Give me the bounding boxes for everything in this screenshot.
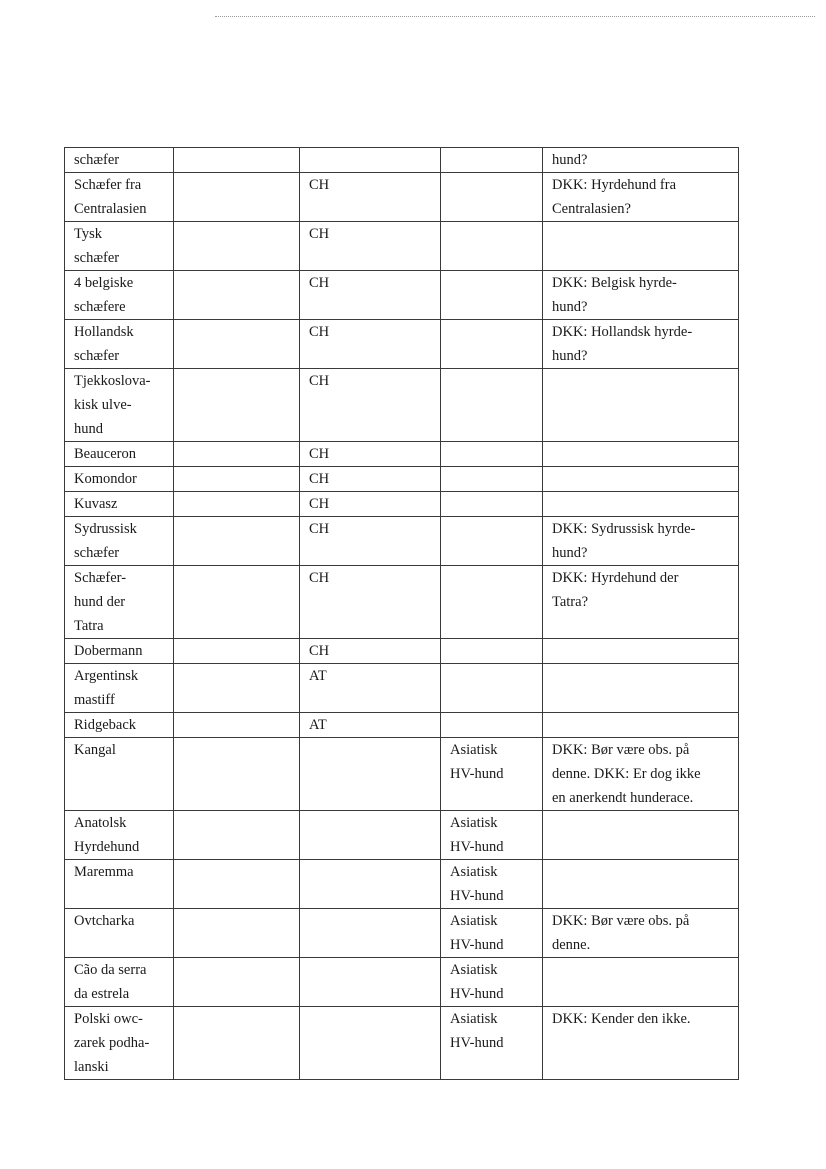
code-cell [300,492,441,517]
cell-2 [174,811,300,860]
breed-cell-text: Tysk schæfer [74,226,120,266]
comment-cell-text: DKK: Hyrdehund der Tatra? [552,570,679,610]
scan-edge-line [215,16,815,17]
code-cell-text: CH [309,177,330,193]
comment-cell [543,713,739,738]
group-cell [441,566,543,639]
group-cell [441,467,543,492]
breed-cell [65,442,174,467]
cell-2 [174,442,300,467]
code-cell [300,738,441,811]
code-cell-text: CH [309,570,330,586]
cell-2 [174,566,300,639]
comment-cell [543,664,739,713]
group-cell [441,664,543,713]
code-cell-text: CH [309,373,330,389]
breed-cell [65,738,174,811]
comment-cell-text: DKK: Hollandsk hyrde- hund? [552,324,693,364]
breed-cell [65,664,174,713]
cell-2 [174,369,300,442]
code-cell [300,713,441,738]
cell-2 [174,860,300,909]
code-cell-text: CH [309,643,330,659]
comment-cell-text: DKK: Sydrussisk hyrde- hund? [552,521,696,561]
table-row [65,492,739,517]
comment-cell [543,320,739,369]
comment-cell [543,909,739,958]
table-row [65,566,739,639]
table-row [65,148,739,173]
table-row [65,639,739,664]
comment-cell [543,222,739,271]
comment-cell [543,860,739,909]
breed-cell [65,467,174,492]
breed-cell-text: Schæfer fra Centralasien [74,177,147,217]
breed-cell-text: Komondor [74,471,137,487]
code-cell-text: CH [309,471,330,487]
code-cell [300,566,441,639]
cell-2 [174,713,300,738]
group-cell [441,271,543,320]
group-cell [441,492,543,517]
table-row [65,467,739,492]
code-cell [300,467,441,492]
group-cell [441,738,543,811]
code-cell-text: CH [309,275,330,291]
code-cell-text: AT [309,717,327,733]
breed-cell-text: Hollandsk schæfer [74,324,134,364]
breed-cell-text: Maremma [74,864,134,880]
cell-2 [174,1007,300,1080]
comment-cell [543,467,739,492]
group-cell [441,639,543,664]
breed-table [64,147,739,1080]
breed-cell-text: Beauceron [74,446,136,462]
code-cell [300,148,441,173]
cell-2 [174,492,300,517]
group-cell-text: Asiatisk HV-hund [450,1011,504,1051]
cell-2 [174,467,300,492]
code-cell-text: CH [309,446,330,462]
cell-2 [174,958,300,1007]
breed-cell [65,271,174,320]
table-row [65,369,739,442]
code-cell [300,1007,441,1080]
code-cell [300,442,441,467]
group-cell [441,860,543,909]
cell-2 [174,738,300,811]
cell-2 [174,271,300,320]
table-row [65,173,739,222]
code-cell [300,271,441,320]
comment-cell [543,639,739,664]
cell-2 [174,148,300,173]
breed-cell [65,1007,174,1080]
breed-cell-text: Anatolsk Hyrdehund [74,815,140,855]
breed-cell-text: Tjekkoslova- kisk ulve- hund [74,373,151,437]
comment-cell [543,958,739,1007]
code-cell-text: CH [309,521,330,537]
cell-2 [174,222,300,271]
group-cell-text: Asiatisk HV-hund [450,742,504,782]
breed-cell [65,860,174,909]
breed-cell-text: Kangal [74,742,116,758]
group-cell [441,713,543,738]
comment-cell [543,738,739,811]
comment-cell [543,517,739,566]
code-cell-text: AT [309,668,327,684]
comment-cell-text: hund? [552,152,588,168]
comment-cell-text: DKK: Belgisk hyrde- hund? [552,275,677,315]
code-cell [300,320,441,369]
cell-2 [174,664,300,713]
table-row [65,517,739,566]
code-cell [300,860,441,909]
table-row [65,320,739,369]
comment-cell [543,148,739,173]
table-row [65,909,739,958]
breed-cell-text: Argentinsk mastiff [74,668,139,708]
group-cell [441,320,543,369]
breed-cell [65,222,174,271]
comment-cell [543,1007,739,1080]
cell-2 [174,517,300,566]
breed-cell [65,320,174,369]
comment-cell [543,369,739,442]
comment-cell-text: DKK: Bør være obs. på denne. DKK: Er dog ikke en anerkendt hunderace. [552,742,701,806]
comment-cell [543,271,739,320]
breed-cell [65,173,174,222]
table-row [65,738,739,811]
group-cell [441,517,543,566]
breed-cell-text: Schæfer- hund der Tatra [74,570,127,634]
code-cell-text: CH [309,324,330,340]
breed-cell-text: Dobermann [74,643,143,659]
table-row [65,860,739,909]
breed-cell [65,492,174,517]
code-cell [300,811,441,860]
breed-cell-text: Polski owc- zarek podha- lanski [74,1011,150,1075]
breed-cell-text: Ridgeback [74,717,137,733]
breed-cell [65,811,174,860]
table-row [65,271,739,320]
table-row [65,222,739,271]
code-cell [300,639,441,664]
group-cell [441,958,543,1007]
comment-cell [543,566,739,639]
group-cell [441,442,543,467]
cell-2 [174,320,300,369]
group-cell-text: Asiatisk HV-hund [450,815,504,855]
breed-cell-text: Cão da serra da estrela [74,962,147,1002]
breed-cell [65,517,174,566]
code-cell [300,909,441,958]
code-cell [300,173,441,222]
group-cell [441,173,543,222]
code-cell-text: CH [309,226,330,242]
table-row [65,664,739,713]
breed-cell [65,148,174,173]
group-cell [441,811,543,860]
table-row [65,713,739,738]
breed-cell [65,713,174,738]
breed-cell-text: schæfer [74,152,120,168]
code-cell [300,664,441,713]
code-cell [300,517,441,566]
breed-cell-text: Ovtcharka [74,913,135,929]
comment-cell [543,173,739,222]
group-cell-text: Asiatisk HV-hund [450,864,504,904]
group-cell-text: Asiatisk HV-hund [450,962,504,1002]
breed-cell [65,369,174,442]
breed-cell-text: Kuvasz [74,496,118,512]
group-cell [441,222,543,271]
breed-cell [65,958,174,1007]
comment-cell [543,811,739,860]
comment-cell [543,492,739,517]
comment-cell-text: DKK: Bør være obs. på denne. [552,913,690,953]
code-cell [300,369,441,442]
table-row [65,958,739,1007]
breed-cell [65,639,174,664]
breed-cell-text: Sydrussisk schæfer [74,521,137,561]
breed-cell-text: 4 belgiske schæfere [74,275,134,315]
group-cell [441,148,543,173]
group-cell [441,909,543,958]
table-row [65,442,739,467]
cell-2 [174,173,300,222]
breed-cell [65,909,174,958]
table-row [65,811,739,860]
comment-cell-text: DKK: Hyrdehund fra Centralasien? [552,177,677,217]
comment-cell-text: DKK: Kender den ikke. [552,1011,691,1027]
code-cell [300,958,441,1007]
comment-cell [543,442,739,467]
group-cell-text: Asiatisk HV-hund [450,913,504,953]
code-cell-text: CH [309,496,330,512]
group-cell [441,369,543,442]
cell-2 [174,639,300,664]
cell-2 [174,909,300,958]
table-row [65,1007,739,1080]
group-cell [441,1007,543,1080]
code-cell [300,222,441,271]
breed-cell [65,566,174,639]
